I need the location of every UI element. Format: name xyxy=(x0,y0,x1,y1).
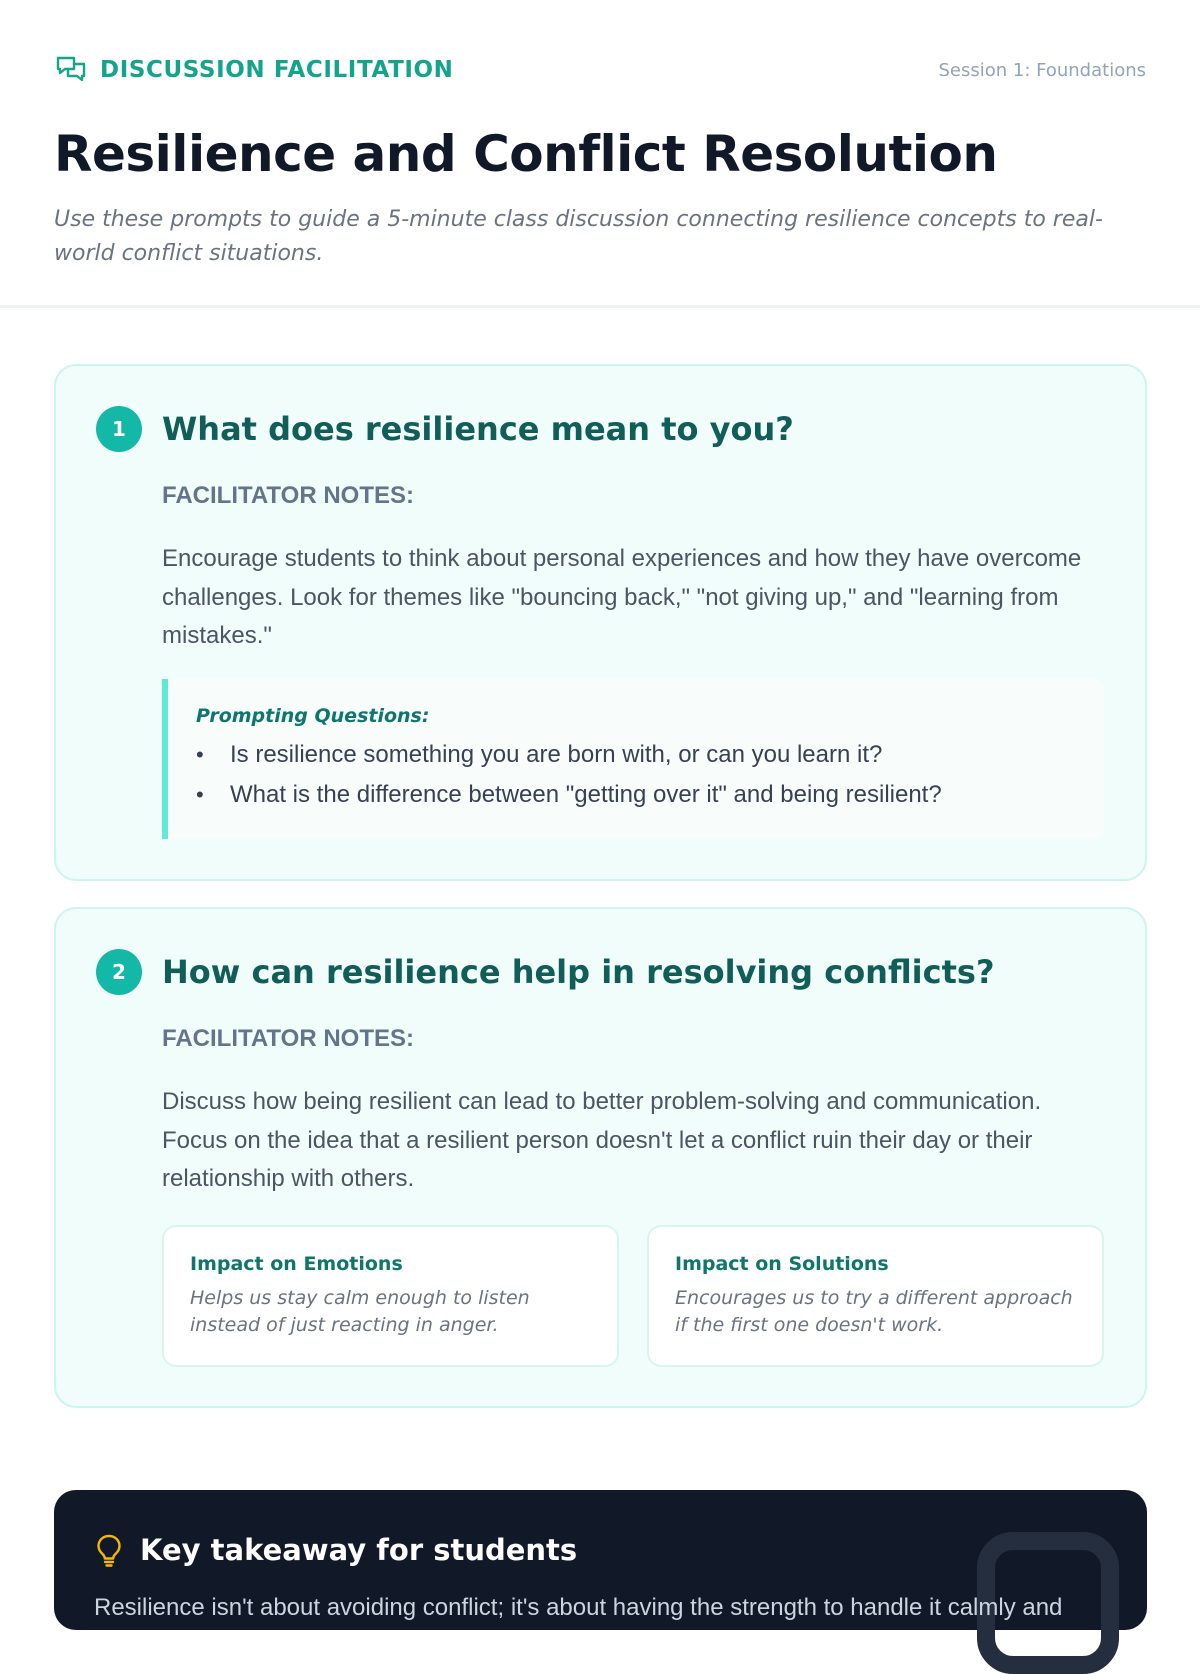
impact-text: Encourages us to try a different approach if the first one doesn't work. xyxy=(675,1287,1073,1336)
question-title: How can resilience help in resolving conflicts? xyxy=(162,953,995,991)
card-heading xyxy=(96,949,995,995)
page-subtitle: Use these prompts to guide a 5-minute class discussion connecting resilience concepts to real-world conflict situations. xyxy=(54,206,1103,266)
brand xyxy=(54,53,454,87)
key-takeaway-panel xyxy=(54,1490,1147,1630)
list-item: • What is the difference between "getting over it" and being resilient? xyxy=(196,775,1076,815)
takeaway-text: Resilience isn't about avoiding conflict; it's about having the strength to handle it calmly and xyxy=(94,1594,1063,1621)
page-title: Resilience and Conflict Resolution xyxy=(54,125,998,183)
prompting-questions-title: Prompting Questions: xyxy=(196,705,430,727)
discussion-card-1 xyxy=(54,364,1147,881)
impact-title: Impact on Solutions xyxy=(675,1253,889,1275)
prompting-questions-box xyxy=(162,679,1104,839)
impact-card-solutions xyxy=(647,1225,1104,1367)
lightbulb-icon xyxy=(94,1532,124,1568)
impact-title: Impact on Emotions xyxy=(190,1253,403,1275)
number-badge: 1 xyxy=(96,406,142,452)
facilitator-notes-text: Encourage students to think about personal experiences and how they have overcome challenges. Look for themes like "bouncing back," "not giving up," and "learning from mistakes." xyxy=(162,545,1082,649)
list-item: • Is resilience something you are born with, or can you learn it? xyxy=(196,735,1076,775)
impact-card-emotions xyxy=(162,1225,619,1367)
card-heading xyxy=(96,406,794,452)
question-title: What does resilience mean to you? xyxy=(162,410,794,448)
facilitator-notes-label: FACILITATOR NOTES: xyxy=(162,1025,414,1052)
takeaway-title: Key takeaway for students xyxy=(140,1533,578,1567)
facilitator-notes-label: FACILITATOR NOTES: xyxy=(162,482,414,509)
discussion-card-2 xyxy=(54,907,1147,1408)
impact-cards xyxy=(162,1225,1104,1367)
number-badge: 2 xyxy=(96,949,142,995)
header-topline xyxy=(54,52,1146,88)
chat-bubbles-icon xyxy=(54,53,88,87)
prompting-questions-list xyxy=(196,735,1076,815)
page-header xyxy=(0,0,1200,308)
brand-label: DISCUSSION FACILITATION xyxy=(100,57,454,83)
takeaway-heading xyxy=(94,1532,577,1568)
facilitator-notes-text: Discuss how being resilient can lead to better problem-solving and communication. Focus on the idea that a resilient person doesn't let a conflict ruin their day or their relationship with others. xyxy=(162,1088,1042,1192)
impact-text: Helps us stay calm enough to listen instead of just reacting in anger. xyxy=(190,1287,530,1336)
session-label: Session 1: Foundations xyxy=(938,59,1146,81)
